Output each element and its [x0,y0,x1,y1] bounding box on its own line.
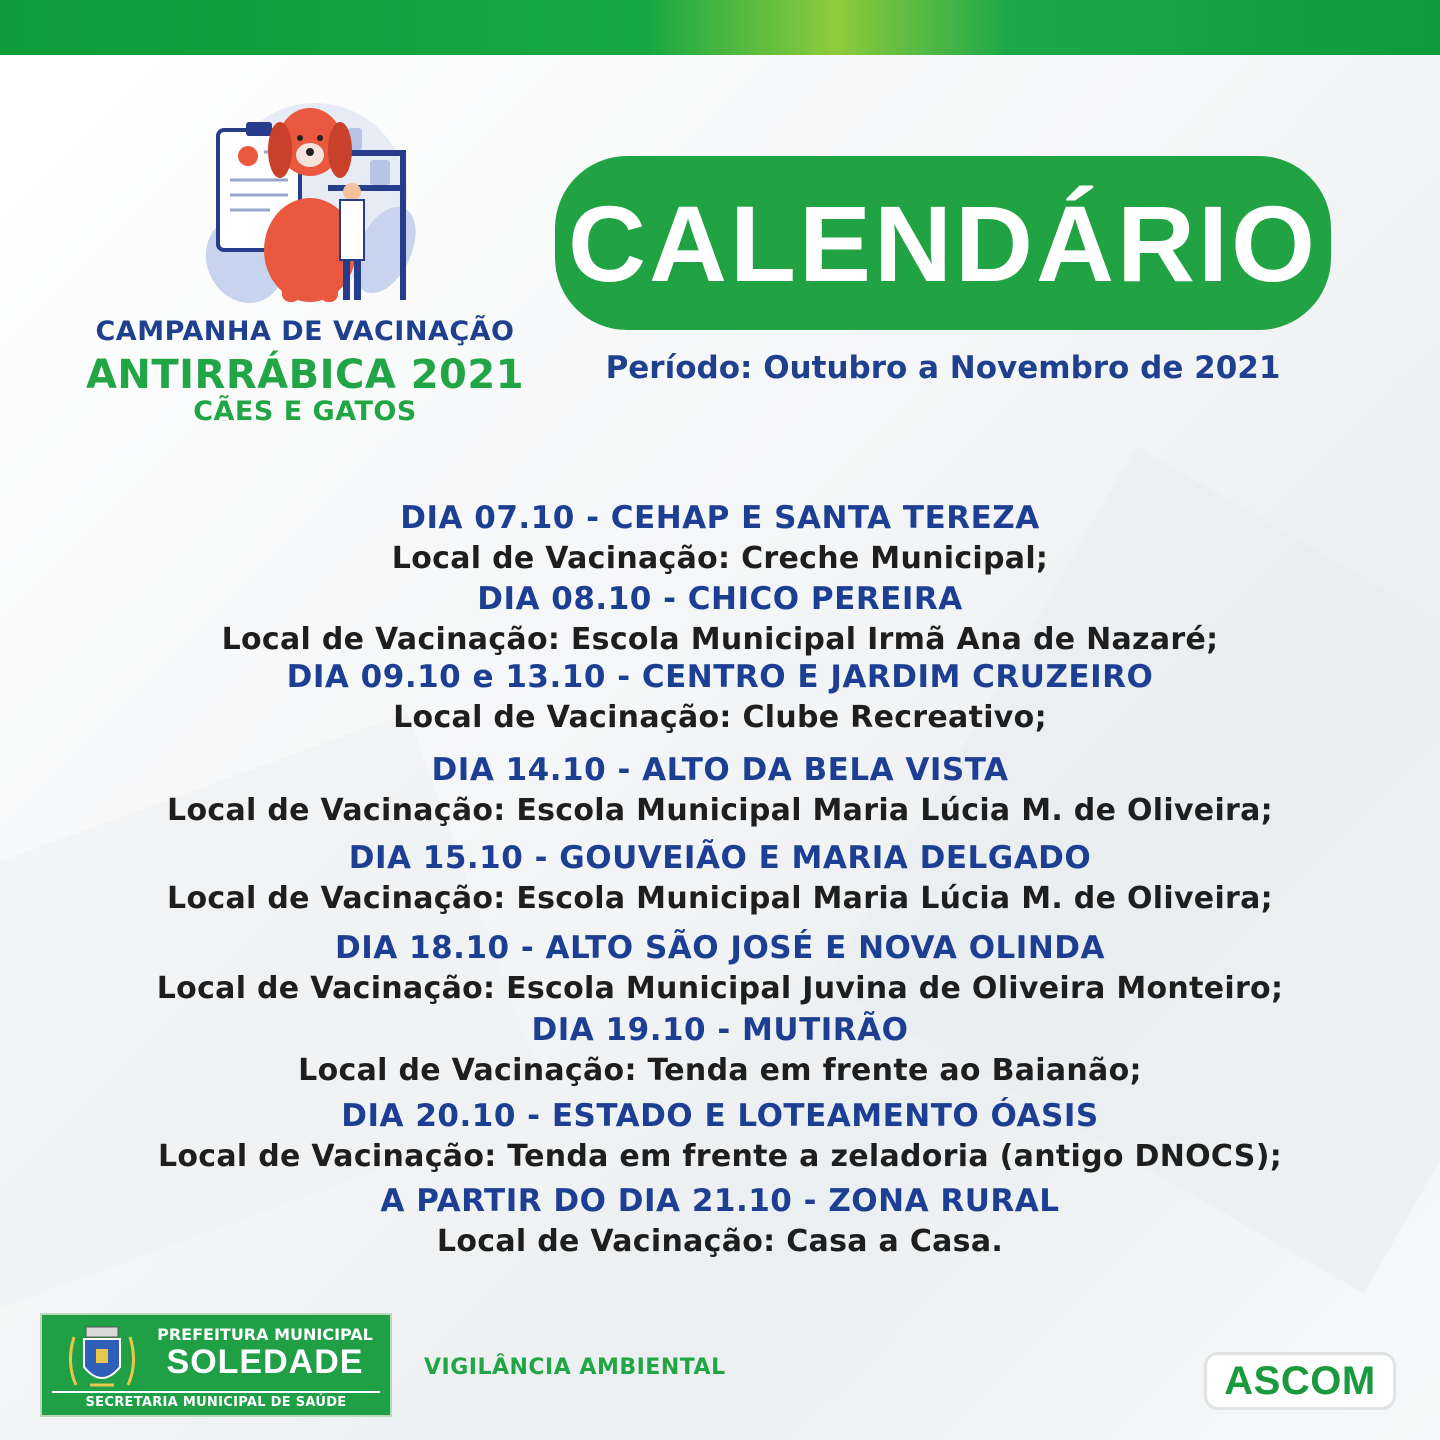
period-text: Período: Outubro a Novembro de 2021 [605,350,1281,386]
schedule-location: Local de Vacinação: Escola Municipal Irmã Ana de Nazaré; [221,622,1219,657]
schedule-day: A PARTIR DO DIA 21.10 - ZONA RURAL [380,1183,1060,1219]
schedule-location: Local de Vacinação: Clube Recreativo; [393,700,1047,735]
schedule-location: Local de Vacinação: Tenda em frente ao Baianão; [298,1053,1142,1088]
prefeitura-logo [40,1313,392,1417]
schedule-day: DIA 07.10 - CEHAP E SANTA TEREZA [400,500,1040,536]
schedule-location: Local de Vacinação: Casa a Casa. [436,1224,1004,1259]
schedule-day: DIA 08.10 - CHICO PEREIRA [477,581,963,617]
prefeitura-label: PREFEITURA MUNICIPAL [157,1325,373,1344]
schedule-location: Local de Vacinação: Escola Municipal Juvina de Oliveira Monteiro; [156,971,1284,1006]
campaign-name: ANTIRRÁBICA 2021 [85,352,525,398]
schedule-day: DIA 09.10 e 13.10 - CENTRO E JARDIM CRUZEIRO [286,659,1154,695]
secretaria-label: SECRETARIA MUNICIPAL DE SAÚDE [85,1395,347,1410]
city-name: SOLEDADE [166,1343,364,1381]
schedule-day: DIA 18.10 - ALTO SÃO JOSÉ E NOVA OLINDA [334,930,1106,966]
top-green-bar [0,0,1440,55]
schedule-day: DIA 15.10 - GOUVEIÃO E MARIA DELGADO [348,840,1092,876]
ascom-logo [1204,1352,1396,1410]
divider [52,1391,380,1393]
schedule-day: DIA 19.10 - MUTIRÃO [531,1012,909,1048]
schedule-day: DIA 14.10 - ALTO DA BELA VISTA [431,752,1009,788]
schedule-location: Local de Vacinação: Tenda em frente a zeladoria (antigo DNOCS); [157,1139,1283,1174]
campaign-title: CAMPANHA DE VACINAÇÃO [95,316,515,347]
schedule-location: Local de Vacinação: Creche Municipal; [391,541,1049,576]
schedule-location: Local de Vacinação: Escola Municipal Maria Lúcia M. de Oliveira; [167,881,1273,916]
vigilancia-label: VIGILÂNCIA AMBIENTAL [424,1355,726,1380]
schedule-location: Local de Vacinação: Escola Municipal Maria Lúcia M. de Oliveira; [167,793,1273,828]
municipal-crest-icon [56,1323,148,1393]
page-title: CALENDÁRIO [568,182,1318,304]
campaign-target: CÃES E GATOS [193,396,417,427]
dog-vet-illustration [200,100,420,310]
schedule-day: DIA 20.10 - ESTADO E LOTEAMENTO ÓASIS [341,1098,1099,1134]
ascom-label: ASCOM [1224,1358,1376,1403]
calendar-title-badge [555,156,1331,330]
